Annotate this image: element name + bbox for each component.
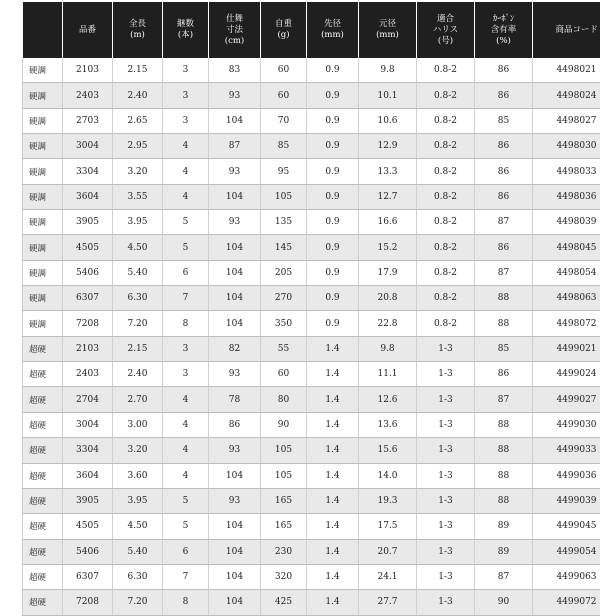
carbon-content-cell: 87 <box>475 564 533 589</box>
product-code-cell: 4498054 <box>533 260 600 285</box>
product-code-cell: 4499021 <box>533 336 600 361</box>
total-length-cell: 2.40 <box>113 83 163 108</box>
weight-cell: 230 <box>261 539 307 564</box>
grade-cell: 硬調 <box>23 108 63 133</box>
total-length-cell: 3.95 <box>113 488 163 513</box>
tip-diameter-cell: 1.4 <box>307 463 359 488</box>
carbon-content-cell: 86 <box>475 83 533 108</box>
carbon-content-cell: 86 <box>475 235 533 260</box>
weight-cell: 165 <box>261 514 307 539</box>
butt-diameter-cell: 12.6 <box>359 387 417 412</box>
grade-cell: 超硬 <box>23 514 63 539</box>
closed-length-cell: 104 <box>209 590 261 615</box>
table-row <box>23 463 600 488</box>
sections-cell: 5 <box>163 210 209 235</box>
product-code-cell: 4498045 <box>533 235 600 260</box>
line-size-cell: 0.8-2 <box>417 58 475 83</box>
product-code-cell: 4499033 <box>533 438 600 463</box>
product-code-cell: 4498072 <box>533 311 600 336</box>
part-number-cell: 3604 <box>63 184 113 209</box>
line-size-cell: 1-3 <box>417 336 475 361</box>
line-size-cell: 1-3 <box>417 412 475 437</box>
total-length-cell: 3.95 <box>113 210 163 235</box>
butt-diameter-cell: 15.2 <box>359 235 417 260</box>
closed-length-cell: 82 <box>209 336 261 361</box>
sections-cell: 7 <box>163 286 209 311</box>
weight-cell: 60 <box>261 83 307 108</box>
line-size-cell: 1-3 <box>417 564 475 589</box>
butt-diameter-header: 元径 (mm) <box>359 2 417 58</box>
sections-cell: 4 <box>163 412 209 437</box>
carbon-content-cell: 86 <box>475 159 533 184</box>
line-size-cell: 0.8-2 <box>417 134 475 159</box>
tip-diameter-cell: 0.9 <box>307 286 359 311</box>
closed-length-cell: 104 <box>209 235 261 260</box>
carbon-content-cell: 90 <box>475 590 533 615</box>
weight-cell: 55 <box>261 336 307 361</box>
tip-diameter-cell: 0.9 <box>307 108 359 133</box>
carbon-content-cell: 85 <box>475 336 533 361</box>
closed-length-cell: 78 <box>209 387 261 412</box>
carbon-content-cell: 89 <box>475 539 533 564</box>
sections-cell: 4 <box>163 184 209 209</box>
part-number-cell: 3604 <box>63 463 113 488</box>
weight-header: 自重 (g) <box>261 2 307 58</box>
carbon-content-cell: 88 <box>475 286 533 311</box>
butt-diameter-cell: 11.1 <box>359 362 417 387</box>
closed-length-cell: 93 <box>209 362 261 387</box>
part-number-cell: 2103 <box>63 336 113 361</box>
part-number-cell: 2704 <box>63 387 113 412</box>
table-row <box>23 159 600 184</box>
butt-diameter-cell: 9.8 <box>359 58 417 83</box>
table-row <box>23 514 600 539</box>
total-length-cell: 3.60 <box>113 463 163 488</box>
butt-diameter-cell: 12.7 <box>359 184 417 209</box>
total-length-cell: 2.15 <box>113 336 163 361</box>
line-size-cell: 0.8-2 <box>417 286 475 311</box>
product-code-cell: 4499072 <box>533 590 600 615</box>
line-size-cell: 0.8-2 <box>417 235 475 260</box>
product-code-cell: 4499054 <box>533 539 600 564</box>
line-size-cell: 1-3 <box>417 514 475 539</box>
butt-diameter-cell: 16.6 <box>359 210 417 235</box>
grade-cell: 硬調 <box>23 260 63 285</box>
product-code-header: 商品コード <box>533 2 600 58</box>
tip-diameter-cell: 1.4 <box>307 387 359 412</box>
weight-cell: 70 <box>261 108 307 133</box>
closed-length-cell: 104 <box>209 286 261 311</box>
total-length-cell: 6.30 <box>113 564 163 589</box>
product-code-cell: 4499027 <box>533 387 600 412</box>
table-row <box>23 210 600 235</box>
grade-cell: 硬調 <box>23 184 63 209</box>
butt-diameter-cell: 17.5 <box>359 514 417 539</box>
butt-diameter-cell: 20.8 <box>359 286 417 311</box>
butt-diameter-cell: 10.6 <box>359 108 417 133</box>
closed-length-cell: 104 <box>209 463 261 488</box>
grade-cell: 超硬 <box>23 590 63 615</box>
weight-cell: 80 <box>261 387 307 412</box>
grade-cell: 硬調 <box>23 58 63 83</box>
weight-cell: 350 <box>261 311 307 336</box>
weight-cell: 85 <box>261 134 307 159</box>
tip-diameter-cell: 1.4 <box>307 412 359 437</box>
sections-cell: 5 <box>163 514 209 539</box>
sections-cell: 5 <box>163 235 209 260</box>
grade-cell: 超硬 <box>23 463 63 488</box>
weight-cell: 320 <box>261 564 307 589</box>
closed-length-cell: 104 <box>209 184 261 209</box>
tip-diameter-cell: 0.9 <box>307 311 359 336</box>
spec-table-container <box>22 2 580 616</box>
total-length-header: 全長 (m) <box>113 2 163 58</box>
tip-diameter-cell: 0.9 <box>307 134 359 159</box>
tip-diameter-cell: 0.9 <box>307 260 359 285</box>
product-code-cell: 4498027 <box>533 108 600 133</box>
weight-cell: 135 <box>261 210 307 235</box>
part-number-cell: 2103 <box>63 58 113 83</box>
product-code-cell: 4499036 <box>533 463 600 488</box>
sections-cell: 3 <box>163 362 209 387</box>
weight-cell: 95 <box>261 159 307 184</box>
total-length-cell: 3.20 <box>113 159 163 184</box>
part-number-cell: 7208 <box>63 311 113 336</box>
part-number-cell: 5406 <box>63 260 113 285</box>
table-row <box>23 362 600 387</box>
part-number-cell: 4505 <box>63 514 113 539</box>
weight-cell: 205 <box>261 260 307 285</box>
closed-length-cell: 93 <box>209 83 261 108</box>
product-code-cell: 4498030 <box>533 134 600 159</box>
table-body <box>23 58 600 615</box>
tip-diameter-cell: 1.4 <box>307 539 359 564</box>
tip-diameter-cell: 1.4 <box>307 362 359 387</box>
grade-cell: 超硬 <box>23 564 63 589</box>
closed-length-cell: 83 <box>209 58 261 83</box>
butt-diameter-cell: 9.8 <box>359 336 417 361</box>
tip-diameter-cell: 1.4 <box>307 438 359 463</box>
carbon-content-cell: 88 <box>475 463 533 488</box>
weight-cell: 105 <box>261 438 307 463</box>
part-number-cell: 5406 <box>63 539 113 564</box>
tip-diameter-cell: 1.4 <box>307 488 359 513</box>
total-length-cell: 5.40 <box>113 539 163 564</box>
total-length-cell: 4.50 <box>113 235 163 260</box>
product-code-cell: 4499024 <box>533 362 600 387</box>
grade-cell: 硬調 <box>23 235 63 260</box>
closed-length-cell: 104 <box>209 539 261 564</box>
sections-cell: 4 <box>163 463 209 488</box>
butt-diameter-cell: 13.6 <box>359 412 417 437</box>
total-length-cell: 3.00 <box>113 412 163 437</box>
product-code-cell: 4499063 <box>533 564 600 589</box>
tip-diameter-cell: 0.9 <box>307 235 359 260</box>
total-length-cell: 4.50 <box>113 514 163 539</box>
part-number-cell: 2703 <box>63 108 113 133</box>
total-length-cell: 3.55 <box>113 184 163 209</box>
grade-cell: 硬調 <box>23 311 63 336</box>
line-size-cell: 0.8-2 <box>417 159 475 184</box>
line-size-cell: 0.8-2 <box>417 108 475 133</box>
tip-diameter-cell: 0.9 <box>307 83 359 108</box>
weight-cell: 145 <box>261 235 307 260</box>
grade-header <box>23 2 63 58</box>
carbon-content-cell: 88 <box>475 438 533 463</box>
product-code-cell: 4498021 <box>533 58 600 83</box>
butt-diameter-cell: 10.1 <box>359 83 417 108</box>
part-number-cell: 4505 <box>63 235 113 260</box>
product-code-cell: 4499045 <box>533 514 600 539</box>
sections-cell: 3 <box>163 108 209 133</box>
carbon-content-cell: 88 <box>475 311 533 336</box>
closed-length-cell: 104 <box>209 514 261 539</box>
line-size-cell: 1-3 <box>417 488 475 513</box>
part-number-header: 品番 <box>63 2 113 58</box>
total-length-cell: 2.95 <box>113 134 163 159</box>
tip-diameter-cell: 0.9 <box>307 184 359 209</box>
product-code-cell: 4499039 <box>533 488 600 513</box>
carbon-content-cell: 88 <box>475 412 533 437</box>
carbon-content-cell: 88 <box>475 488 533 513</box>
table-row <box>23 412 600 437</box>
weight-cell: 165 <box>261 488 307 513</box>
carbon-content-cell: 86 <box>475 58 533 83</box>
sections-cell: 6 <box>163 539 209 564</box>
weight-cell: 425 <box>261 590 307 615</box>
part-number-cell: 7208 <box>63 590 113 615</box>
line-size-cell: 1-3 <box>417 590 475 615</box>
sections-cell: 4 <box>163 134 209 159</box>
sections-header: 継数 (本) <box>163 2 209 58</box>
closed-length-header: 仕舞 寸法 (cm) <box>209 2 261 58</box>
grade-cell: 超硬 <box>23 488 63 513</box>
closed-length-cell: 93 <box>209 488 261 513</box>
butt-diameter-cell: 22.8 <box>359 311 417 336</box>
sections-cell: 4 <box>163 159 209 184</box>
grade-cell: 超硬 <box>23 412 63 437</box>
grade-cell: 硬調 <box>23 159 63 184</box>
butt-diameter-cell: 19.3 <box>359 488 417 513</box>
butt-diameter-cell: 27.7 <box>359 590 417 615</box>
total-length-cell: 7.20 <box>113 590 163 615</box>
table-row <box>23 336 600 361</box>
tip-diameter-cell: 1.4 <box>307 514 359 539</box>
table-row <box>23 286 600 311</box>
sections-cell: 6 <box>163 260 209 285</box>
butt-diameter-cell: 17.9 <box>359 260 417 285</box>
table-header <box>23 2 600 58</box>
line-size-cell: 0.8-2 <box>417 311 475 336</box>
weight-cell: 105 <box>261 463 307 488</box>
carbon-content-cell: 89 <box>475 514 533 539</box>
spec-table <box>22 2 600 616</box>
butt-diameter-cell: 12.9 <box>359 134 417 159</box>
tip-diameter-cell: 0.9 <box>307 210 359 235</box>
total-length-cell: 5.40 <box>113 260 163 285</box>
part-number-cell: 3905 <box>63 488 113 513</box>
product-code-cell: 4498036 <box>533 184 600 209</box>
part-number-cell: 3905 <box>63 210 113 235</box>
part-number-cell: 6307 <box>63 564 113 589</box>
carbon-content-cell: 86 <box>475 362 533 387</box>
grade-cell: 超硬 <box>23 387 63 412</box>
carbon-content-cell: 87 <box>475 387 533 412</box>
product-code-cell: 4498033 <box>533 159 600 184</box>
total-length-cell: 6.30 <box>113 286 163 311</box>
weight-cell: 90 <box>261 412 307 437</box>
table-row <box>23 311 600 336</box>
carbon-content-cell: 86 <box>475 184 533 209</box>
closed-length-cell: 104 <box>209 260 261 285</box>
closed-length-cell: 93 <box>209 438 261 463</box>
table-row <box>23 488 600 513</box>
weight-cell: 270 <box>261 286 307 311</box>
total-length-cell: 2.65 <box>113 108 163 133</box>
closed-length-cell: 86 <box>209 412 261 437</box>
product-code-cell: 4498024 <box>533 83 600 108</box>
tip-diameter-header: 先径 (mm) <box>307 2 359 58</box>
part-number-cell: 3304 <box>63 438 113 463</box>
table-row <box>23 564 600 589</box>
total-length-cell: 2.40 <box>113 362 163 387</box>
total-length-cell: 3.20 <box>113 438 163 463</box>
tip-diameter-cell: 1.4 <box>307 564 359 589</box>
sections-cell: 3 <box>163 58 209 83</box>
carbon-content-cell: 87 <box>475 210 533 235</box>
part-number-cell: 3004 <box>63 134 113 159</box>
part-number-cell: 2403 <box>63 83 113 108</box>
weight-cell: 60 <box>261 362 307 387</box>
grade-cell: 超硬 <box>23 362 63 387</box>
grade-cell: 硬調 <box>23 134 63 159</box>
grade-cell: 硬調 <box>23 286 63 311</box>
sections-cell: 8 <box>163 311 209 336</box>
table-row <box>23 83 600 108</box>
line-size-cell: 1-3 <box>417 362 475 387</box>
line-size-cell: 0.8-2 <box>417 83 475 108</box>
sections-cell: 4 <box>163 438 209 463</box>
total-length-cell: 2.15 <box>113 58 163 83</box>
product-code-cell: 4498063 <box>533 286 600 311</box>
part-number-cell: 3304 <box>63 159 113 184</box>
grade-cell: 超硬 <box>23 336 63 361</box>
line-size-cell: 1-3 <box>417 438 475 463</box>
table-row <box>23 438 600 463</box>
carbon-content-cell: 86 <box>475 134 533 159</box>
table-row <box>23 590 600 615</box>
line-size-cell: 1-3 <box>417 387 475 412</box>
carbon-content-cell: 85 <box>475 108 533 133</box>
line-size-cell: 1-3 <box>417 463 475 488</box>
table-row <box>23 260 600 285</box>
weight-cell: 60 <box>261 58 307 83</box>
closed-length-cell: 104 <box>209 564 261 589</box>
product-code-cell: 4499030 <box>533 412 600 437</box>
sections-cell: 3 <box>163 336 209 361</box>
line-size-cell: 0.8-2 <box>417 210 475 235</box>
header-row <box>23 2 600 58</box>
sections-cell: 3 <box>163 83 209 108</box>
total-length-cell: 2.70 <box>113 387 163 412</box>
tip-diameter-cell: 0.9 <box>307 58 359 83</box>
table-row <box>23 235 600 260</box>
part-number-cell: 6307 <box>63 286 113 311</box>
sections-cell: 4 <box>163 387 209 412</box>
line-size-cell: 0.8-2 <box>417 260 475 285</box>
line-size-header: 適合 ハリス (号) <box>417 2 475 58</box>
sections-cell: 5 <box>163 488 209 513</box>
weight-cell: 105 <box>261 184 307 209</box>
table-row <box>23 539 600 564</box>
table-row <box>23 134 600 159</box>
butt-diameter-cell: 15.6 <box>359 438 417 463</box>
butt-diameter-cell: 20.7 <box>359 539 417 564</box>
table-row <box>23 108 600 133</box>
carbon-content-header: ｶｰﾎﾞﾝ 含有率 (%) <box>475 2 533 58</box>
closed-length-cell: 93 <box>209 159 261 184</box>
grade-cell: 超硬 <box>23 438 63 463</box>
closed-length-cell: 87 <box>209 134 261 159</box>
butt-diameter-cell: 13.3 <box>359 159 417 184</box>
grade-cell: 硬調 <box>23 83 63 108</box>
closed-length-cell: 104 <box>209 311 261 336</box>
carbon-content-cell: 87 <box>475 260 533 285</box>
tip-diameter-cell: 0.9 <box>307 159 359 184</box>
table-row <box>23 184 600 209</box>
part-number-cell: 3004 <box>63 412 113 437</box>
sections-cell: 8 <box>163 590 209 615</box>
tip-diameter-cell: 1.4 <box>307 590 359 615</box>
line-size-cell: 0.8-2 <box>417 184 475 209</box>
tip-diameter-cell: 1.4 <box>307 336 359 361</box>
line-size-cell: 1-3 <box>417 539 475 564</box>
table-row <box>23 387 600 412</box>
butt-diameter-cell: 14.0 <box>359 463 417 488</box>
sections-cell: 7 <box>163 564 209 589</box>
table-row <box>23 58 600 83</box>
grade-cell: 超硬 <box>23 539 63 564</box>
butt-diameter-cell: 24.1 <box>359 564 417 589</box>
product-code-cell: 4498039 <box>533 210 600 235</box>
closed-length-cell: 104 <box>209 108 261 133</box>
grade-cell: 硬調 <box>23 210 63 235</box>
closed-length-cell: 93 <box>209 210 261 235</box>
part-number-cell: 2403 <box>63 362 113 387</box>
total-length-cell: 7.20 <box>113 311 163 336</box>
